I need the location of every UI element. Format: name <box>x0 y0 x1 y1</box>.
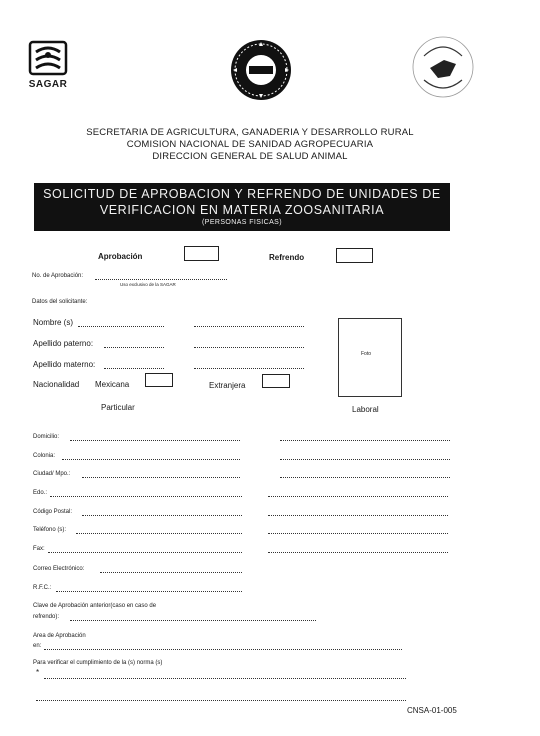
codigo-postal-particular-field[interactable] <box>82 515 242 516</box>
nombre-label: Nombre (s) <box>33 318 74 327</box>
area-aprobacion-label-2: en: <box>33 643 42 649</box>
apellido-materno-field-2[interactable] <box>194 368 304 369</box>
apellido-materno-label: Apellido materno: <box>33 360 96 369</box>
title-line-2: VERIFICACION EN MATERIA ZOOSANITARIA <box>99 203 385 217</box>
ciudad-label: Ciudad/ Mpo.: <box>33 471 71 477</box>
no-aprobacion-note: Uso exclusivo de la SAGAR <box>120 282 176 287</box>
apellido-paterno-label: Apellido paterno: <box>33 339 94 348</box>
verificar-norma-label: Para verificar el cumplimiento de la (s) norma (s) <box>33 660 163 666</box>
ciudad-particular-field[interactable] <box>82 477 240 478</box>
refrendo-label: Refrendo <box>269 253 305 262</box>
laboral-header: Laboral <box>352 405 379 414</box>
edo-label: Edo.: <box>33 490 48 496</box>
colonia-particular-field[interactable] <box>62 459 240 460</box>
telefono-laboral-field[interactable] <box>268 533 448 534</box>
clave-anterior-field[interactable] <box>70 620 316 621</box>
title-banner <box>34 183 450 231</box>
domicilio-label: Domicilio: <box>33 434 60 440</box>
sagar-logo <box>26 40 70 88</box>
header-line-3: DIRECCION GENERAL DE SALUD ANIMAL <box>152 151 348 162</box>
ciudad-laboral-field[interactable] <box>280 477 450 478</box>
apellido-materno-field-1[interactable] <box>104 368 164 369</box>
seal-logo <box>229 38 293 102</box>
colonia-laboral-field[interactable] <box>280 459 450 460</box>
colonia-label: Colonia: <box>33 453 56 459</box>
fax-label: Fax: <box>33 546 45 552</box>
rfc-field[interactable] <box>56 591 242 592</box>
codigo-postal-label: Código Postal: <box>33 509 73 515</box>
header-line-2: COMISION NACIONAL DE SANIDAD AGROPECUARIA <box>126 139 374 150</box>
telefono-particular-field[interactable] <box>76 533 242 534</box>
domicilio-particular-field[interactable] <box>70 440 240 441</box>
domicilio-laboral-field[interactable] <box>280 440 450 441</box>
edo-laboral-field[interactable] <box>268 496 448 497</box>
correo-label: Correo Electrónico: <box>33 566 85 572</box>
area-aprobacion-field[interactable] <box>44 649 402 650</box>
norma-field-1[interactable] <box>44 678 406 679</box>
title-subtitle: (PERSONAS FISICAS) <box>202 219 282 226</box>
particular-header: Particular <box>101 403 135 412</box>
nombre-field-2[interactable] <box>194 326 304 327</box>
mexicana-checkbox[interactable] <box>145 373 173 387</box>
codigo-postal-laboral-field[interactable] <box>268 515 448 516</box>
solicitante-section-label: Datos del solicitante: <box>32 299 88 305</box>
correo-field[interactable] <box>100 572 242 573</box>
norma-bullet: * <box>36 668 40 677</box>
fax-laboral-field[interactable] <box>268 552 448 553</box>
nacionalidad-label: Nacionalidad <box>33 380 80 389</box>
refrendo-checkbox[interactable] <box>336 248 373 263</box>
extranjera-checkbox[interactable] <box>262 374 290 388</box>
telefono-label: Teléfono (s): <box>33 527 67 533</box>
aprobacion-label: Aprobación <box>98 252 143 261</box>
edo-particular-field[interactable] <box>50 496 242 497</box>
nombre-field-1[interactable] <box>78 326 164 327</box>
area-aprobacion-label-1: Area de Aprobación <box>33 633 86 639</box>
photo-label: Foto <box>361 351 372 357</box>
norma-field-2[interactable] <box>36 700 406 701</box>
fax-particular-field[interactable] <box>48 552 242 553</box>
clave-anterior-label-2: refrendo): <box>33 614 60 620</box>
apellido-paterno-field-1[interactable] <box>104 347 164 348</box>
apellido-paterno-field-2[interactable] <box>194 347 304 348</box>
extranjera-label: Extranjera <box>209 381 246 390</box>
photo-box <box>338 318 402 397</box>
rfc-label: R.F.C.: <box>33 585 52 591</box>
no-aprobacion-field[interactable] <box>95 279 227 280</box>
title-line-1: SOLICITUD DE APROBACION Y REFRENDO DE UNIDADES DE <box>43 187 441 201</box>
clave-anterior-label-1: Clave de Aprobación anterior(caso en caso de <box>33 603 157 609</box>
header-line-1: SECRETARIA DE AGRICULTURA, GANADERIA Y DESARROLLO RURAL <box>86 127 414 138</box>
commission-logo <box>410 34 476 100</box>
sagar-logo-text: SAGAR <box>28 79 68 90</box>
no-aprobacion-label: No. de Aprobación: <box>32 273 84 279</box>
form-code: CNSA-01-005 <box>407 706 457 715</box>
mexicana-label: Mexicana <box>95 380 130 389</box>
aprobacion-checkbox[interactable] <box>184 246 219 261</box>
